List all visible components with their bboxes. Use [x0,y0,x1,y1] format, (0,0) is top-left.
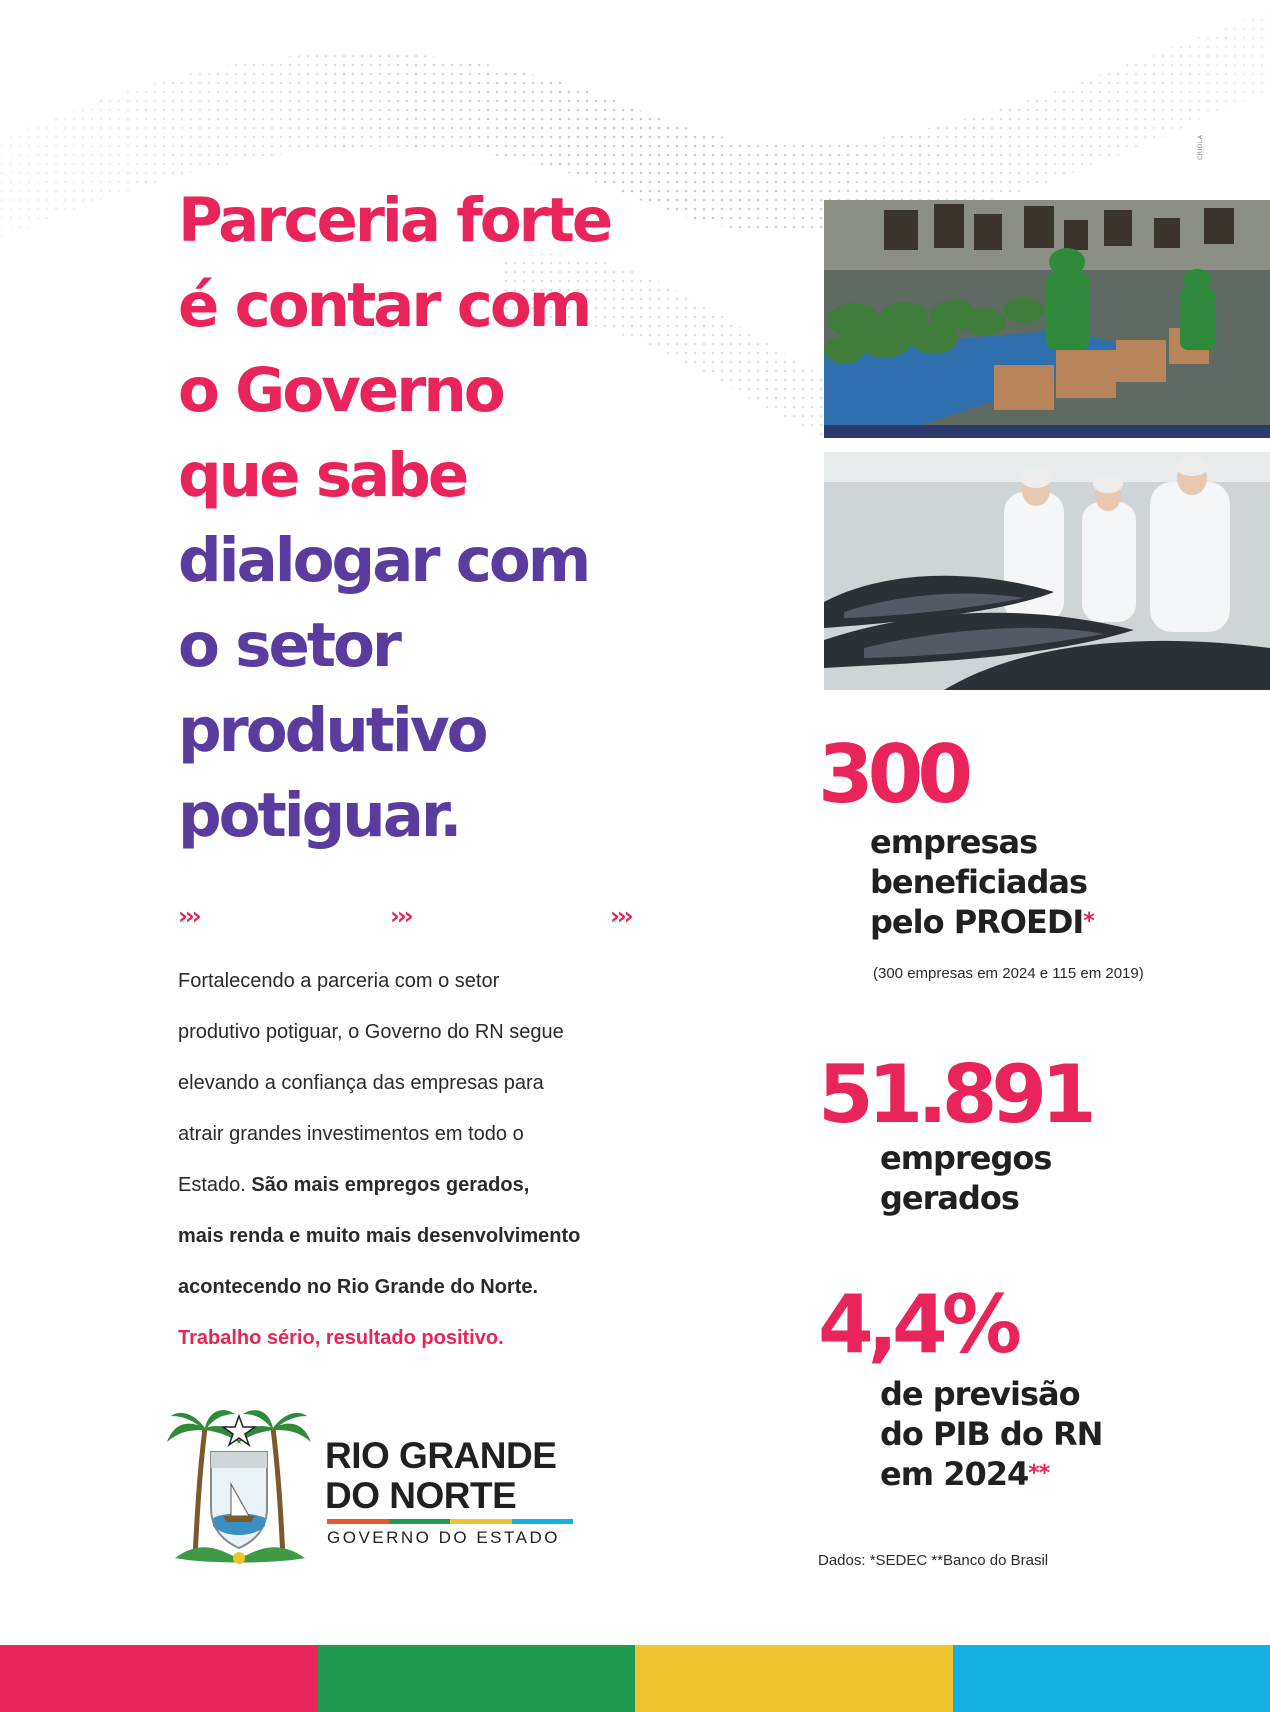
logo-subtitle: GOVERNO DO ESTADO [327,1528,560,1547]
photo-watermelon-packing [824,200,1270,438]
chevron-icon: ››› [390,902,411,930]
photo-fish-processing [824,452,1270,690]
state-logo [165,1408,585,1568]
stat-number: 4,4% [818,1278,1016,1371]
headline-line: é contar com [178,270,590,341]
stat-label-line: de previsão [880,1375,1080,1413]
body-text-bold: São mais empregos gerados, [251,1174,530,1196]
body-line: Fortalecendo a parceria com o setor [178,970,500,992]
stripe-segment [953,1645,1270,1712]
body-copy [178,956,658,1364]
logo-color-bar [327,1519,573,1524]
headline-line: produtivo [178,695,486,766]
stat-number: 300 [818,728,967,821]
logo-title [325,1436,556,1516]
body-line: elevando a confiança das empresas para [178,1072,544,1094]
stat-label-line: empresas [870,823,1038,861]
body-text-plain: Estado. [178,1174,252,1196]
body-line: produtivo potiguar, o Governo do RN segue [178,1021,564,1043]
stat-number: 51.891 [818,1048,1091,1141]
headline-line: potiguar. [178,780,460,851]
stat-label-line [870,902,1094,942]
stat-label [870,822,1094,942]
body-line: acontecendo no Rio Grande do Norte. [178,1276,539,1298]
stat-label-line: gerados [880,1179,1019,1217]
headline [178,178,738,858]
stripe-segment [318,1645,636,1712]
stat-label [880,1138,1051,1218]
footnote-marker: ** [1028,1461,1050,1486]
agency-credit: CRIOLA [1197,134,1204,160]
headline-line: o Governo [178,355,503,426]
stat-note: (300 empresas em 2024 e 115 em 2019) [873,965,1144,982]
headline-line: Parceria forte [178,185,611,256]
headline-line: dialogar com [178,525,589,596]
chevron-icon: ››› [610,902,631,930]
stat-label-line: beneficiadas [870,863,1088,901]
headline-line: que sabe [178,440,467,511]
stat-label-line: empregos [880,1139,1052,1177]
stat-label-line: do PIB do RN [880,1415,1103,1453]
stripe-segment [635,1645,953,1712]
stat-label-text: em 2024 [880,1455,1029,1493]
stat-label-text: pelo PROEDI [870,903,1084,941]
body-line: mais renda e muito mais desenvolvimento [178,1225,581,1247]
color-stripe [0,1645,1270,1712]
data-sources: Dados: *SEDEC **Banco do Brasil [818,1552,1049,1569]
coat-of-arms-icon [165,1408,315,1568]
tagline: Trabalho sério, resultado positivo. [178,1327,504,1349]
body-line: atrair grandes investimentos em todo o [178,1123,524,1145]
headline-line: o setor [178,610,399,681]
footnote-marker: * [1083,909,1094,934]
chevron-icon: ››› [178,902,199,930]
logo-title-line: RIO GRANDE [325,1435,557,1476]
logo-title-line: DO NORTE [325,1475,517,1516]
stripe-segment [0,1645,318,1712]
stat-label [880,1374,1102,1494]
body-line [178,1160,658,1211]
stat-label-line [880,1454,1102,1494]
